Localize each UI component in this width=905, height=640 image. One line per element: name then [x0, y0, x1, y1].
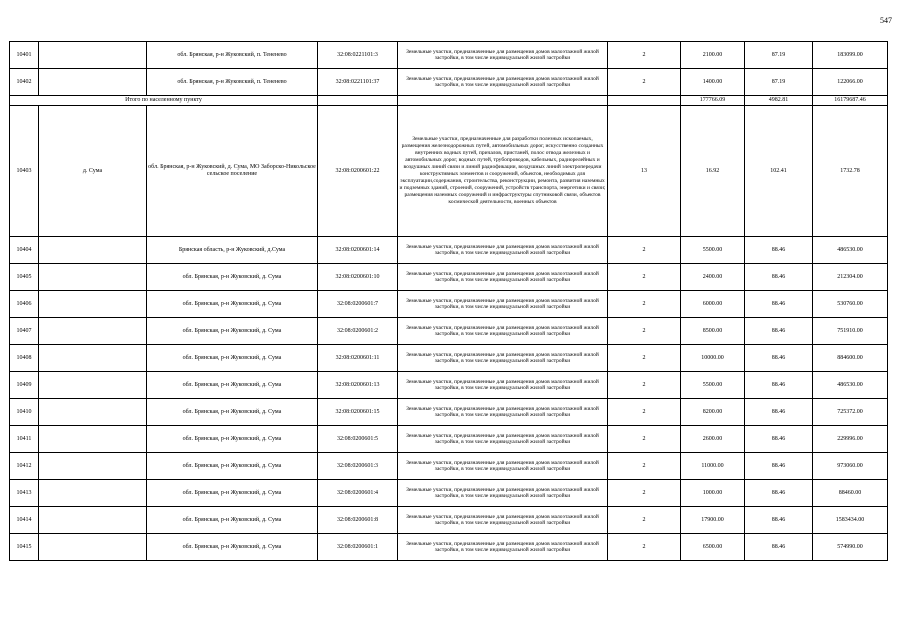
row-value: 88460.00 [813, 480, 888, 507]
row-area: 1000.00 [681, 480, 745, 507]
row-cadastral: 32:08:0200601:2 [318, 318, 398, 345]
row-group: 2 [608, 426, 681, 453]
total-label: Итого по населенному пункту [10, 96, 318, 106]
table-row [10, 399, 888, 426]
row-rate: 88.46 [745, 237, 813, 264]
row-spacer [39, 372, 147, 399]
table-body-bottom [10, 237, 888, 561]
row-spacer [39, 399, 147, 426]
total-rate: 4982.81 [745, 96, 813, 106]
row-spacer [39, 264, 147, 291]
row-address: обл. Брянская, р-н Жуковский, п. Тененево [147, 42, 318, 69]
table-body-total [10, 96, 888, 106]
row-number: 10402 [10, 69, 39, 96]
row-value: 486530.00 [813, 237, 888, 264]
row-value: 1583434.00 [813, 507, 888, 534]
row-value: 973060.00 [813, 453, 888, 480]
row-number: 10410 [10, 399, 39, 426]
row-spacer [39, 534, 147, 561]
row-group: 2 [608, 291, 681, 318]
table-body-big [10, 106, 888, 237]
row-description: Земельные участки, предназначенные для размещения домов малоэтажной жилой застройки, в том числе индивидуальной жилой застройки [398, 534, 608, 561]
table-body-top [10, 42, 888, 96]
row-rate: 88.46 [745, 399, 813, 426]
row-description: Земельные участки, предназначенные для разработки полезных ископаемых, размещения железнодорожных путей, автомобильных дорог, искусственно созданных внутренних водных путей, причалов, пристаней, полос отвода железных и автомобильных дорог, водных путей, трубопроводов, кабельных, радиорелейных и воздушных линий связи и линий радиофикации, воздушных линий электропередачи конструктивных элементов и сооружений, объектов, необходимых для эксплуатации,содержания, строительства, реконструкции, ремонта, развития наземных и подземных зданий, строений, сооружений, устройств транспорта, энергетики и связи; размещения наземных сооружений и инфраструктуры спутниковой связи, объектов космической деятельности, военных объектов [398, 106, 608, 237]
table-row [10, 453, 888, 480]
row-address: обл. Брянская, р-н Жуковский, д. Сума [147, 372, 318, 399]
table-row [10, 534, 888, 561]
table-row [10, 264, 888, 291]
row-address: обл. Брянская, р-н Жуковский, д. Сума [147, 426, 318, 453]
row-group: 2 [608, 237, 681, 264]
row-number: 10403 [10, 106, 39, 237]
row-value: 751910.00 [813, 318, 888, 345]
row-area: 2600.00 [681, 426, 745, 453]
row-rate: 88.46 [745, 264, 813, 291]
row-cadastral: 32:08:0200601:3 [318, 453, 398, 480]
row-address: обл. Брянская, р-н Жуковский, д. Сума [147, 480, 318, 507]
row-area: 5500.00 [681, 237, 745, 264]
row-rate: 87.19 [745, 69, 813, 96]
row-group: 2 [608, 453, 681, 480]
table-row [10, 507, 888, 534]
row-rate: 88.46 [745, 534, 813, 561]
row-area: 2100.00 [681, 42, 745, 69]
row-description: Земельные участки, предназначенные для размещения домов малоэтажной жилой застройки, в том числе индивидуальной жилой застройки [398, 318, 608, 345]
row-number: 10406 [10, 291, 39, 318]
row-area: 6000.00 [681, 291, 745, 318]
row-rate: 88.46 [745, 453, 813, 480]
row-description: Земельные участки, предназначенные для размещения домов малоэтажной жилой застройки, в том числе индивидуальной жилой застройки [398, 42, 608, 69]
row-value: 1732.78 [813, 106, 888, 237]
row-spacer [39, 69, 147, 96]
total-area: 177766.09 [681, 96, 745, 106]
row-address: обл. Брянская, р-н Жуковский, д. Сума [147, 264, 318, 291]
land-registry-table [9, 41, 888, 561]
row-address: обл. Брянская, р-н Жуковский, д. Сума [147, 291, 318, 318]
row-cadastral: 32:08:0200601:10 [318, 264, 398, 291]
row-area: 11000.00 [681, 453, 745, 480]
row-address: обл. Брянская, р-н Жуковский, д. Сума [147, 318, 318, 345]
total-group-cell [608, 96, 681, 106]
row-cadastral: 32:08:0200601:5 [318, 426, 398, 453]
row-cadastral: 32:08:0221101:3 [318, 42, 398, 69]
row-group: 2 [608, 507, 681, 534]
row-spacer [39, 42, 147, 69]
row-spacer [39, 453, 147, 480]
row-description: Земельные участки, предназначенные для размещения домов малоэтажной жилой застройки, в том числе индивидуальной жилой застройки [398, 453, 608, 480]
row-spacer [39, 507, 147, 534]
row-cadastral: 32:08:0200601:15 [318, 399, 398, 426]
row-area: 8500.00 [681, 318, 745, 345]
row-area: 5500.00 [681, 372, 745, 399]
total-description-cell [398, 96, 608, 106]
row-cadastral: 32:08:0200601:7 [318, 291, 398, 318]
row-group: 2 [608, 318, 681, 345]
table-row [10, 42, 888, 69]
row-group: 2 [608, 345, 681, 372]
row-number: 10401 [10, 42, 39, 69]
row-cadastral: 32:08:0200601:1 [318, 534, 398, 561]
table-row [10, 426, 888, 453]
row-address: обл. Брянская, р-н Жуковский, д. Сума [147, 534, 318, 561]
table-row [10, 345, 888, 372]
row-description: Земельные участки, предназначенные для размещения домов малоэтажной жилой застройки, в том числе индивидуальной жилой застройки [398, 291, 608, 318]
table-row [10, 237, 888, 264]
row-number: 10407 [10, 318, 39, 345]
row-address: Брянская область, р-н Жуковский, д.Сума [147, 237, 318, 264]
table-row [10, 106, 888, 237]
row-number: 10409 [10, 372, 39, 399]
row-rate: 102.41 [745, 106, 813, 237]
row-spacer [39, 426, 147, 453]
row-description: Земельные участки, предназначенные для размещения домов малоэтажной жилой застройки, в том числе индивидуальной жилой застройки [398, 345, 608, 372]
row-cadastral: 32:08:0200601:22 [318, 106, 398, 237]
row-group: 2 [608, 69, 681, 96]
row-spacer [39, 237, 147, 264]
row-address: обл. Брянская, р-н Жуковский, д. Сума [147, 345, 318, 372]
row-number: 10412 [10, 453, 39, 480]
row-group: 2 [608, 399, 681, 426]
row-address: обл. Брянская, р-н Жуковский, д. Сума, МО Заборско-Никольское сельское поселение [147, 106, 318, 237]
row-value: 884600.00 [813, 345, 888, 372]
row-description: Земельные участки, предназначенные для размещения домов малоэтажной жилой застройки, в том числе индивидуальной жилой застройки [398, 426, 608, 453]
row-description: Земельные участки, предназначенные для размещения домов малоэтажной жилой застройки, в том числе индивидуальной жилой застройки [398, 480, 608, 507]
row-description: Земельные участки, предназначенные для размещения домов малоэтажной жилой застройки, в том числе индивидуальной жилой застройки [398, 507, 608, 534]
row-description: Земельные участки, предназначенные для размещения домов малоэтажной жилой застройки, в том числе индивидуальной жилой застройки [398, 264, 608, 291]
table-row [10, 69, 888, 96]
row-rate: 88.46 [745, 291, 813, 318]
row-spacer [39, 480, 147, 507]
row-area: 16.92 [681, 106, 745, 237]
row-description: Земельные участки, предназначенные для размещения домов малоэтажной жилой застройки, в том числе индивидуальной жилой застройки [398, 237, 608, 264]
row-rate: 87.19 [745, 42, 813, 69]
table-row [10, 480, 888, 507]
row-cadastral: 32:08:0200601:11 [318, 345, 398, 372]
total-cadastral-cell [318, 96, 398, 106]
row-spacer [39, 345, 147, 372]
row-group: 2 [608, 42, 681, 69]
row-cadastral: 32:08:0221101:37 [318, 69, 398, 96]
row-rate: 88.46 [745, 372, 813, 399]
row-area: 6500.00 [681, 534, 745, 561]
row-rate: 88.46 [745, 426, 813, 453]
row-address: обл. Брянская, р-н Жуковский, д. Сума [147, 453, 318, 480]
row-value: 183099.00 [813, 42, 888, 69]
row-number: 10415 [10, 534, 39, 561]
row-description: Земельные участки, предназначенные для размещения домов малоэтажной жилой застройки, в том числе индивидуальной жилой застройки [398, 372, 608, 399]
row-group: 2 [608, 372, 681, 399]
row-description: Земельные участки, предназначенные для размещения домов малоэтажной жилой застройки, в том числе индивидуальной жилой застройки [398, 69, 608, 96]
row-spacer [39, 318, 147, 345]
row-rate: 88.46 [745, 480, 813, 507]
table-row [10, 318, 888, 345]
table-row [10, 291, 888, 318]
row-rate: 88.46 [745, 507, 813, 534]
total-row [10, 96, 888, 106]
row-address: обл. Брянская, р-н Жуковский, д. Сума [147, 507, 318, 534]
row-rate: 88.46 [745, 318, 813, 345]
row-number: 10414 [10, 507, 39, 534]
total-value: 16179687.46 [813, 96, 888, 106]
row-address: обл. Брянская, р-н Жуковский, п. Тененево [147, 69, 318, 96]
row-value: 122066.00 [813, 69, 888, 96]
row-area: 10000.00 [681, 345, 745, 372]
row-rate: 88.46 [745, 345, 813, 372]
row-value: 574990.00 [813, 534, 888, 561]
row-value: 229996.00 [813, 426, 888, 453]
row-cadastral: 32:08:0200601:4 [318, 480, 398, 507]
row-group: 2 [608, 264, 681, 291]
row-group: 13 [608, 106, 681, 237]
row-number: 10405 [10, 264, 39, 291]
row-number: 10411 [10, 426, 39, 453]
row-number: 10413 [10, 480, 39, 507]
page-number: 547 [880, 16, 892, 25]
locality-name: д. Сума [39, 106, 147, 237]
row-value: 486530.00 [813, 372, 888, 399]
table-row [10, 372, 888, 399]
row-group: 2 [608, 480, 681, 507]
row-value: 530760.00 [813, 291, 888, 318]
row-number: 10408 [10, 345, 39, 372]
row-cadastral: 32:08:0200601:8 [318, 507, 398, 534]
row-cadastral: 32:08:0200601:13 [318, 372, 398, 399]
row-group: 2 [608, 534, 681, 561]
row-area: 17900.00 [681, 507, 745, 534]
row-value: 212304.00 [813, 264, 888, 291]
row-value: 725372.00 [813, 399, 888, 426]
row-area: 2400.00 [681, 264, 745, 291]
row-area: 8200.00 [681, 399, 745, 426]
row-description: Земельные участки, предназначенные для размещения домов малоэтажной жилой застройки, в том числе индивидуальной жилой застройки [398, 399, 608, 426]
row-address: обл. Брянская, р-н Жуковский, д. Сума [147, 399, 318, 426]
row-spacer [39, 291, 147, 318]
row-number: 10404 [10, 237, 39, 264]
row-cadastral: 32:08:0200601:14 [318, 237, 398, 264]
row-area: 1400.00 [681, 69, 745, 96]
